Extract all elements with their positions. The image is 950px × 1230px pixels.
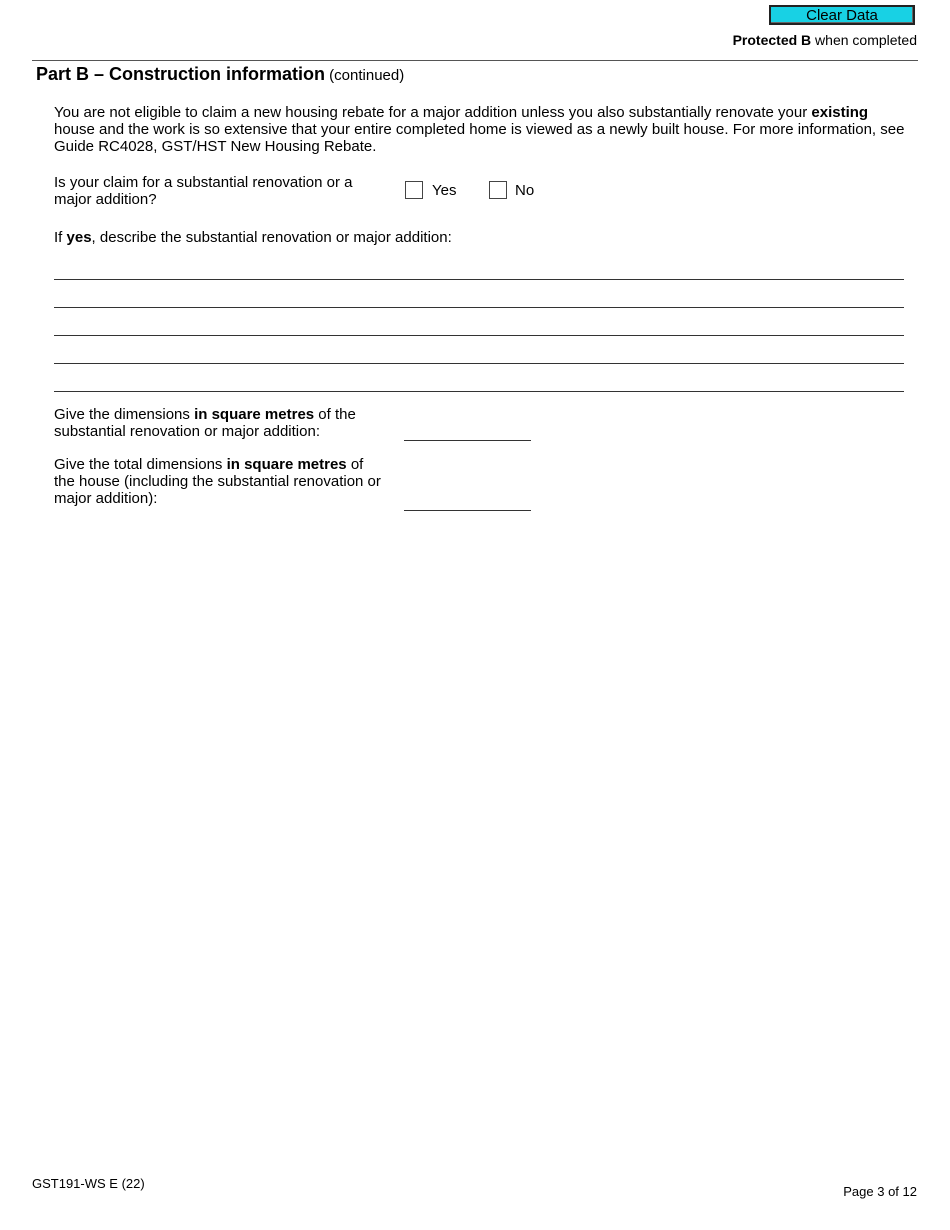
dimensions-label	[54, 406, 364, 440]
description-line-3[interactable]	[54, 335, 904, 336]
description-line-1[interactable]	[54, 279, 904, 280]
claim-question: Is your claim for a substantial renovation or a major addition?	[54, 174, 353, 208]
dim2-pre: Give the total dimensions	[54, 456, 227, 473]
dim1-post: of the substantial renovation or major addition:	[54, 406, 356, 440]
no-label: No	[515, 182, 535, 199]
protected-rest: when completed	[811, 32, 917, 48]
dim1-pre: Give the dimensions	[54, 406, 195, 423]
clear-data-button[interactable]: Clear Data	[769, 5, 915, 25]
section-title-text: Part B – Construction information	[36, 64, 326, 84]
description-line-5[interactable]	[54, 391, 904, 392]
describe-bold: yes	[66, 229, 92, 246]
no-checkbox[interactable]	[489, 181, 507, 199]
yes-label: Yes	[432, 182, 457, 199]
dim1-bold: in square metres	[194, 406, 315, 423]
description-line-2[interactable]	[54, 307, 904, 308]
intro-bold: existing	[811, 104, 869, 121]
describe-pre: If	[54, 229, 67, 246]
description-line-4[interactable]	[54, 363, 904, 364]
dimensions-field[interactable]	[404, 440, 531, 441]
intro-text-1: You are not eligible to claim a new housing rebate for a major addition unless you also substantially renovate your	[54, 104, 812, 121]
page-number: Page 3 of 12	[843, 1184, 917, 1199]
form-id: GST191-WS E (22)	[32, 1176, 145, 1191]
describe-label	[54, 229, 452, 246]
intro-paragraph	[54, 104, 910, 155]
describe-post: , describe the substantial renovation or major addition:	[91, 229, 452, 246]
dim2-bold: in square metres	[226, 456, 347, 473]
yes-checkbox[interactable]	[405, 181, 423, 199]
header-divider	[32, 60, 918, 61]
total-dimensions-label	[54, 456, 384, 507]
total-dimensions-field[interactable]	[404, 510, 531, 511]
protected-b-notice	[733, 32, 917, 48]
intro-text-2: house and the work is so extensive that your entire completed home is viewed as a newly built house. For more information, see Guide RC4028, GST/HST New Housing Rebate.	[54, 121, 905, 155]
dim2-post: of the house (including the substantial renovation or major addition):	[54, 456, 381, 507]
section-title	[36, 64, 404, 85]
protected-bold: Protected B	[732, 32, 812, 48]
section-title-suffix: (continued)	[325, 67, 405, 84]
